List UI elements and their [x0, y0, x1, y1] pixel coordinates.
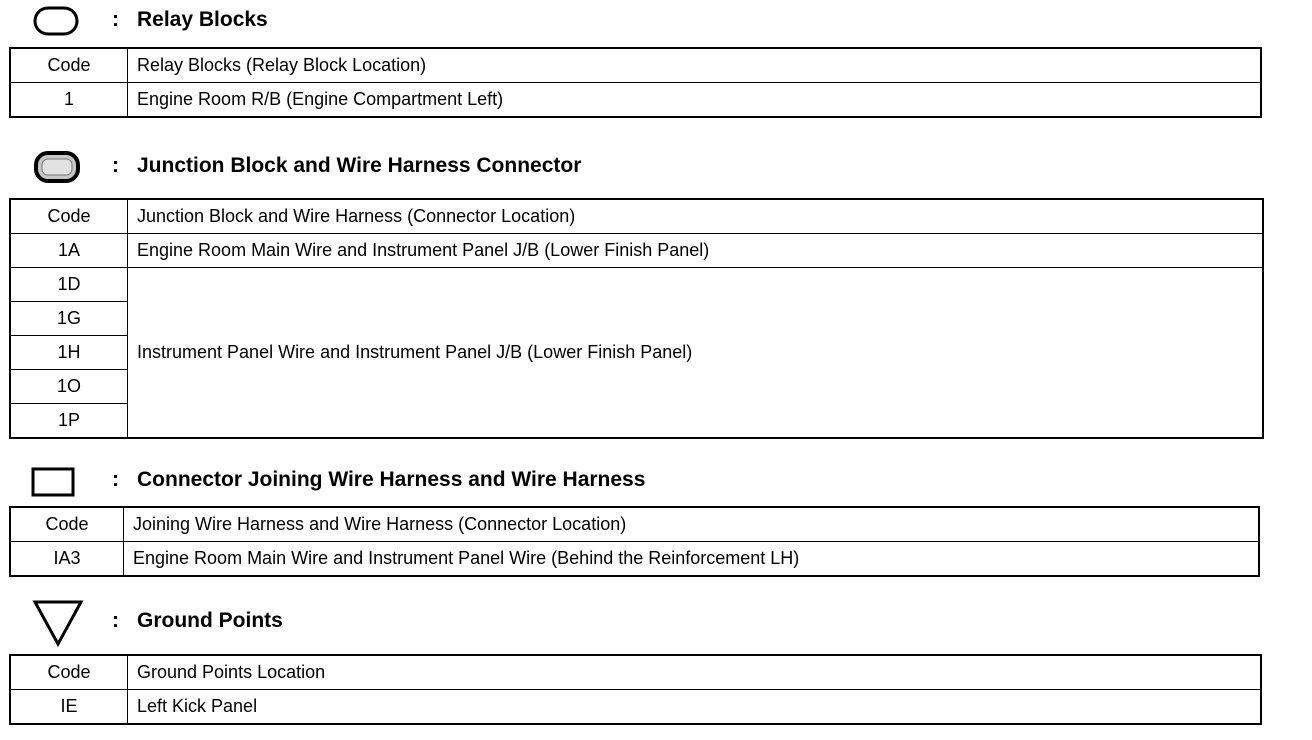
- section-title: Connector Joining Wire Harness and Wire Harness: [137, 468, 646, 491]
- ground-points-table: [9, 654, 1262, 725]
- code-header: Code: [10, 655, 128, 690]
- location-header: Relay Blocks (Relay Block Location): [128, 48, 1262, 83]
- location-cell: Engine Room R/B (Engine Compartment Left): [128, 83, 1262, 118]
- rounded-rectangle-icon: [33, 5, 79, 37]
- section-title: Junction Block and Wire Harness Connector: [137, 154, 582, 177]
- table-row: [10, 268, 1263, 302]
- location-header: Ground Points Location: [128, 655, 1262, 690]
- colon: :: [112, 468, 119, 491]
- table-header-row: [10, 507, 1259, 542]
- rectangle-icon: [31, 466, 77, 498]
- code-cell: IA3: [10, 542, 124, 577]
- colon: :: [112, 154, 119, 177]
- code-header: Code: [10, 48, 128, 83]
- connector-joining-table: [9, 506, 1260, 577]
- junction-block-heading: [0, 146, 1300, 186]
- location-header: Junction Block and Wire Harness (Connector Location): [128, 199, 1264, 234]
- table-row: [10, 83, 1261, 118]
- section-title: Relay Blocks: [137, 8, 268, 31]
- code-cell: 1A: [10, 234, 128, 268]
- relay-blocks-heading: [0, 0, 1300, 40]
- code-cell: 1D: [10, 268, 128, 302]
- code-cell: 1G: [10, 302, 128, 336]
- table-row: [10, 542, 1259, 577]
- connector-joining-heading: [0, 460, 1300, 500]
- down-triangle-icon: [32, 599, 84, 647]
- location-cell: Left Kick Panel: [128, 690, 1262, 725]
- code-cell: 1H: [10, 336, 128, 370]
- colon: :: [112, 8, 119, 31]
- table-row: [10, 234, 1263, 268]
- location-cell: Engine Room Main Wire and Instrument Panel Wire (Behind the Reinforcement LH): [124, 542, 1260, 577]
- code-cell: 1O: [10, 370, 128, 404]
- location-cell: Instrument Panel Wire and Instrument Panel J/B (Lower Finish Panel): [128, 268, 1264, 439]
- table-header-row: [10, 655, 1261, 690]
- location-header: Joining Wire Harness and Wire Harness (Connector Location): [124, 507, 1260, 542]
- relay-blocks-table: [9, 47, 1262, 118]
- colon: :: [112, 609, 119, 632]
- shaded-rounded-rectangle-icon: [33, 150, 81, 188]
- table-row: [10, 690, 1261, 725]
- junction-block-table: [9, 198, 1264, 439]
- location-cell: Engine Room Main Wire and Instrument Panel J/B (Lower Finish Panel): [128, 234, 1264, 268]
- code-cell: 1: [10, 83, 128, 118]
- code-cell: 1P: [10, 404, 128, 439]
- ground-points-heading: [0, 596, 1300, 646]
- code-header: Code: [10, 199, 128, 234]
- code-cell: IE: [10, 690, 128, 725]
- table-header-row: [10, 199, 1263, 234]
- table-header-row: [10, 48, 1261, 83]
- code-header: Code: [10, 507, 124, 542]
- section-title: Ground Points: [137, 609, 283, 632]
